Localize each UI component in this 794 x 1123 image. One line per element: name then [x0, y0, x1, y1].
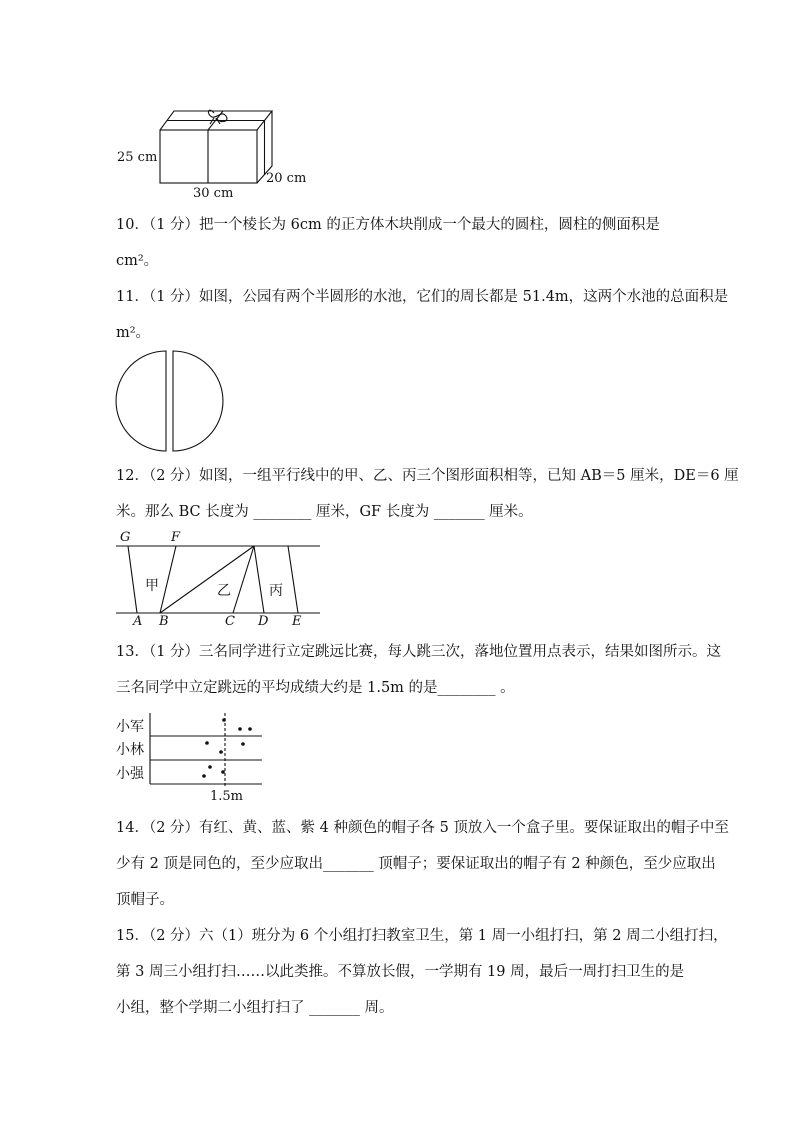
q10-line-2: cm²。: [116, 253, 159, 269]
q11-line-1: 11．（1 分）如图，公园有两个半圆形的水池，它们的周长都是 51.4m，这两个水池的总面积是: [116, 289, 729, 305]
q13-line-2: 三名同学中立定跳远的平均成绩大约是 1.5m 的是________ 。: [116, 680, 515, 696]
q15-line-1: 15．（2 分）六（1）班分为 6 个小组打扫教室卫生，第 1 周一小组打扫，第 2 周二小组打扫，: [116, 928, 728, 944]
q13-line-1: 13．（1 分）三名同学进行立定跳远比赛，每人跳三次，落地位置用点表示，结果如图所示。这: [116, 644, 722, 660]
q14-line-1: 14．（2 分）有红、黄、蓝、紫 4 种颜色的帽子各 5 顶放入一个盒子里。要保证取出的帽子中至: [116, 820, 729, 836]
label-F: F: [171, 530, 181, 545]
label-C: C: [225, 614, 235, 629]
q10-line-1: 10．（1 分）把一个棱长为 6cm 的正方体木块削成一个最大的圆柱，圆柱的侧面积是: [116, 217, 660, 233]
q11-line-2: m²。: [116, 325, 151, 341]
row-label-xiaojun: 小军: [116, 719, 144, 735]
q14-line-2: 少有 2 顶是同色的，至少应取出_______ 顶帽子；要保证取出的帽子有 2 种颜色，至少应取出: [116, 856, 716, 872]
axis-label-1-5m: 1.5m: [210, 789, 244, 804]
label-A: A: [133, 614, 143, 629]
label-D: D: [258, 614, 269, 629]
q12-line-2: 米。那么 BC 长度为 ________ 厘米，GF 长度为 _______ 厘米。: [116, 504, 533, 520]
row-label-xiaoqiang: 小强: [116, 766, 144, 782]
shape-label-yi: 乙: [217, 583, 231, 599]
box-height-label: 25 cm: [117, 150, 158, 165]
box-length-label: 30 cm: [193, 186, 234, 201]
shape-label-bing: 丙: [269, 583, 283, 599]
label-B: B: [159, 614, 169, 629]
label-G: G: [120, 530, 131, 545]
row-label-xiaolin: 小林: [116, 742, 144, 758]
label-E: E: [292, 614, 302, 629]
q14-line-3: 顶帽子。: [116, 892, 174, 908]
shape-label-jia: 甲: [145, 578, 159, 594]
q15-line-2: 第 3 周三小组打扫……以此类推。不算放长假，一学期有 19 周，最后一周打扫卫生的是: [116, 964, 685, 980]
q12-line-1: 12．（2 分）如图，一组平行线中的甲、乙、丙三个图形面积相等，已知 AB＝5 厘米，DE＝6 厘: [116, 468, 739, 484]
q15-line-3: 小组，整个学期二小组打扫了 _______ 周。: [116, 1000, 394, 1016]
box-width-label: 20 cm: [266, 171, 307, 186]
